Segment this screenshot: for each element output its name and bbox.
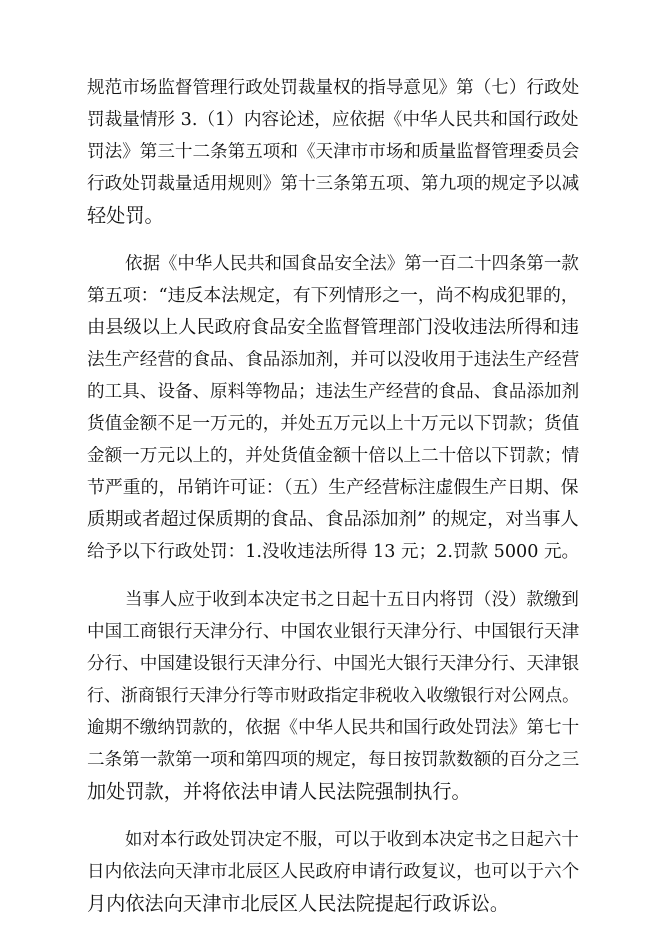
text-line: 货值金额不足一万元的，并处五万元以上十万元以下罚款；货值 (87, 414, 580, 434)
text-line: 行、浙商银行天津分行等市财政指定非税收入收缴银行对公网点。 (87, 686, 580, 706)
text-line: 依据《中华人民共和国食品安全法》第一百二十四条第一款 (125, 254, 579, 274)
text-line: 质期或者超过保质期的食品、食品添加剂” 的规定，对当事人 (87, 509, 579, 530)
text-line: 加处罚款，并将依法申请人民法院强制执行。 (87, 780, 471, 803)
text-line: 给予以下行政处罚：1.没收违法所得 13 元；2.罚款 5000 元。 (87, 542, 580, 562)
text-line: 罚法》第三十二条第五项和《天津市市场和质量监督管理委员会 (87, 142, 580, 162)
text-line: 规范市场监督管理行政处罚裁量权的指导意见》第（七）行政处 (87, 78, 580, 98)
text-line: 第五项：“违反本法规定，有下列情形之一，尚不构成犯罪的， (87, 285, 579, 306)
text-line: 金额一万元以上的，并处货值金额十倍以上二十倍以下罚款；情 (87, 446, 580, 466)
text-line: 如对本行政处罚决定不服，可以于收到本决定书之日起六十 (125, 830, 579, 850)
text-line: 由县级以上人民政府食品安全监督管理部门没收违法所得和违 (87, 317, 579, 338)
text-line: 当事人应于收到本决定书之日起十五日内将罚（没）款缴到 (125, 590, 579, 610)
text-line: 法生产经营的食品、食品添加剂，并可以没收用于违法生产经营 (87, 350, 580, 370)
text-line: 行政处罚裁量适用规则》第十三条第五项、第九项的规定予以减 (87, 174, 580, 194)
text-line: 罚裁量情形 3.（1）内容论述，应依据《中华人民共和国行政处 (87, 110, 579, 130)
text-line: 节严重的，吊销许可证：（五）生产经营标注虚假生产日期、保 (87, 477, 579, 498)
text-line: 逾期不缴纳罚款的，依据《中华人民共和国行政处罚法》第七十 (87, 718, 580, 738)
paragraph-mitigation-basis (87, 72, 579, 232)
text-line: 分行、中国建设银行天津分行、中国光大银行天津分行、天津银 (87, 654, 580, 674)
text-line: 的工具、设备、原料等物品；违法生产经营的食品、食品添加剂 (87, 382, 580, 402)
text-line: 轻处罚。 (87, 204, 164, 227)
text-line: 日内依法向天津市北辰区人民政府申请行政复议，也可以于六个 (87, 862, 580, 882)
paragraph-penalty-decision (87, 248, 579, 568)
paragraph-appeal-rights (87, 824, 579, 920)
text-line: 二条第一款第一项和第四项的规定，每日按罚款数额的百分之三 (87, 750, 580, 770)
text-line: 月内依法向天津市北辰区人民法院提起行政诉讼。 (87, 892, 510, 915)
text-line: 中国工商银行天津分行、中国农业银行天津分行、中国银行天津 (87, 622, 580, 642)
paragraph-payment-instructions (87, 584, 579, 808)
document-body (87, 72, 579, 936)
